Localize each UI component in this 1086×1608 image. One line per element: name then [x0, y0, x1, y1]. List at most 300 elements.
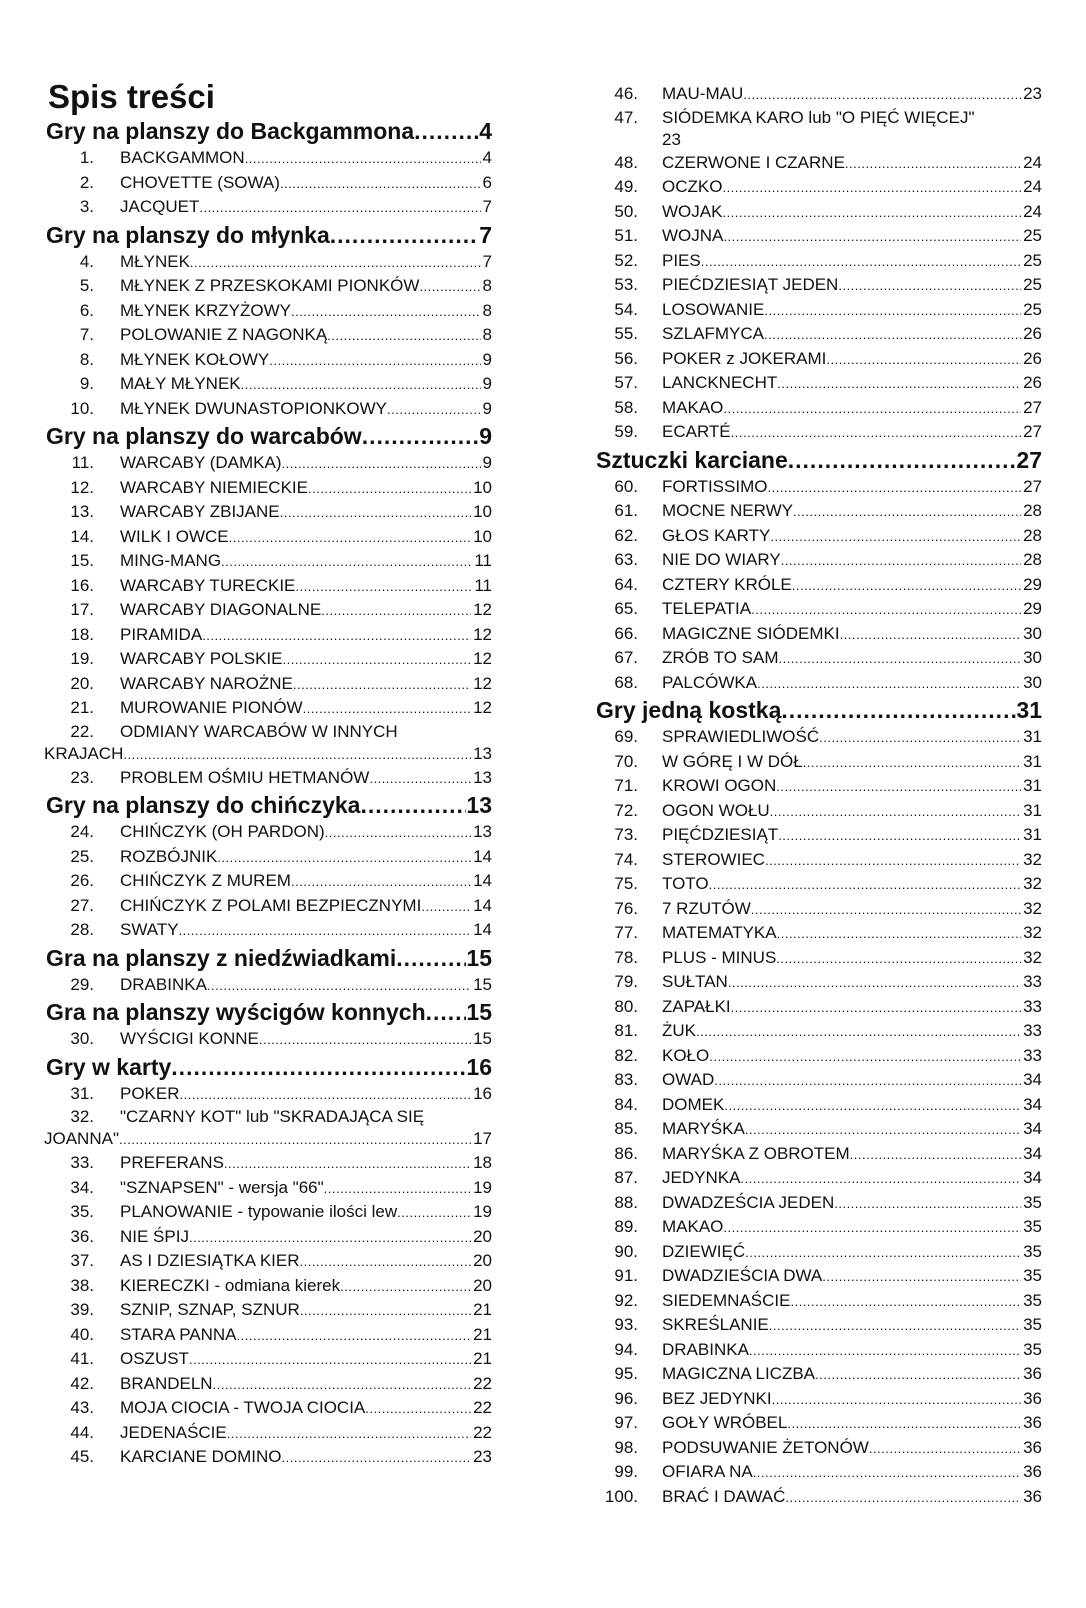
entry-title: OWAD [662, 1070, 715, 1089]
dot-leader [202, 624, 471, 649]
entry-number: 33. [70, 1153, 94, 1172]
dot-leader [701, 250, 1021, 275]
entry-page-number: 29 [1023, 599, 1042, 618]
entry-number: 34. [70, 1177, 94, 1197]
entry-page-number: 11 [474, 551, 492, 570]
toc-entry [596, 82, 1042, 107]
entry-title: BEZ JEDYNKI [662, 1388, 772, 1408]
entry-title: MAGICZNE SIÓDEMKI [662, 623, 840, 643]
entry-title: KROWI OGON [662, 776, 777, 795]
section-page-number: 7 [479, 221, 492, 248]
entry-title: JACQUET [120, 197, 200, 216]
toc-entry [596, 622, 1042, 647]
entry-number: 35. [70, 1202, 94, 1221]
entry-title: CZTERY KRÓLE [662, 574, 792, 594]
entry-page-number: 21 [473, 1324, 492, 1344]
entry-number: 46. [614, 84, 638, 103]
toc-section-heading [46, 997, 492, 1027]
entry-page-number: 32 [1023, 923, 1042, 942]
dot-leader [779, 647, 1022, 672]
entry-number: 17. [70, 600, 94, 619]
dot-leader [792, 574, 1021, 599]
entry-page-number: 9 [482, 374, 492, 393]
section-page-number: 31 [1016, 697, 1042, 723]
entry-title: "SZNAPSEN" - wersja "66" [120, 1177, 324, 1197]
dot-leader [369, 767, 471, 792]
dot-leader [793, 500, 1021, 525]
entry-page-number: 31 [1023, 825, 1042, 844]
toc-entry [596, 475, 1042, 500]
toc-entry [44, 274, 492, 299]
entry-title: BACKGAMMON [120, 148, 245, 167]
entry-page-number: 27 [1023, 422, 1042, 441]
dot-leader [722, 201, 1021, 226]
dot-leader [269, 349, 480, 374]
section-title: Gry na planszy do chińczyka [46, 792, 361, 818]
entry-page-number: 36 [1023, 1413, 1042, 1432]
dot-leader [785, 1486, 1021, 1511]
entry-page-number: 33 [1023, 972, 1042, 991]
entry-number: 51. [614, 226, 638, 245]
entry-title: OFIARA NA [662, 1462, 753, 1481]
entry-page-number: 34 [1023, 1070, 1042, 1089]
entry-number: 82. [614, 1045, 638, 1065]
entry-number: 25. [70, 846, 94, 866]
entry-number: 36. [70, 1226, 94, 1246]
dot-leader [291, 870, 471, 895]
entry-number: 38. [70, 1275, 94, 1295]
toc-entry [44, 721, 492, 766]
entry-page-number: 36 [1023, 1437, 1042, 1457]
dot-leader [207, 974, 471, 999]
entry-page-number: 35 [1023, 1241, 1042, 1261]
entry-page-number: 34 [1023, 1094, 1042, 1114]
entry-page-number: 36 [1023, 1462, 1042, 1481]
dot-leader [324, 1177, 471, 1202]
toc-entry [44, 973, 492, 998]
dot-leader [325, 821, 471, 846]
dot-leader [822, 1265, 1021, 1290]
entry-title: MOCNE NERWY [662, 501, 793, 520]
entry-page-number: 25 [1023, 250, 1042, 270]
entry-title: MŁYNEK DWUNASTOPIONKOWY [120, 398, 387, 418]
entry-page-number: 28 [1023, 501, 1042, 520]
dot-leader [781, 695, 1016, 725]
dot-leader [199, 196, 480, 221]
entry-page-number: 4 [482, 148, 492, 167]
entry-title: PREFERANS [120, 1153, 224, 1172]
toc-entry [44, 647, 492, 672]
dot-leader [819, 726, 1021, 751]
entry-number: 77. [614, 923, 638, 942]
dot-leader [327, 324, 480, 349]
entry-page-number: 23 [1023, 84, 1042, 103]
entry-title: MARYŚKA [662, 1119, 745, 1138]
toc-entry [44, 672, 492, 697]
toc-entry [44, 372, 492, 397]
entry-number: 89. [614, 1217, 638, 1236]
entry-page-number: 35 [1023, 1217, 1042, 1236]
entry-number: 79. [614, 972, 638, 991]
section-page-number: 13 [466, 792, 492, 818]
dot-leader [790, 1290, 1021, 1315]
entry-title: SPRAWIEDLIWOŚĆ [662, 727, 820, 746]
entry-page-number: 9 [482, 349, 492, 369]
dot-leader [787, 1412, 1021, 1437]
toc-section-heading [46, 421, 492, 451]
entry-number: 21. [70, 698, 94, 717]
toc-entry [44, 1274, 492, 1299]
entry-title: CZERWONE I CZARNE [662, 152, 845, 172]
dot-leader [171, 1052, 466, 1082]
entry-number: 48. [614, 152, 638, 172]
entry-number: 66. [614, 623, 638, 643]
entry-page-number: 27 [1023, 476, 1042, 496]
entry-title: WOJAK [662, 201, 723, 221]
toc-entry [596, 322, 1042, 347]
dot-leader [123, 744, 471, 766]
section-title: Gry na planszy do młynka [46, 221, 330, 248]
entry-title: KOŁO [662, 1045, 710, 1065]
dot-leader [753, 1461, 1021, 1486]
toc-entry [596, 897, 1042, 922]
toc-entry [596, 224, 1042, 249]
entry-title: WARCABY NAROŻNE [120, 673, 293, 693]
dot-leader [840, 623, 1022, 648]
toc-section-heading [46, 220, 492, 250]
entry-title-continued: 23 [662, 129, 681, 149]
entry-page-number: 30 [1023, 623, 1042, 643]
dot-leader [709, 873, 1021, 898]
entry-title: GŁOS KARTY [662, 525, 771, 545]
toc-entry [44, 623, 492, 648]
entry-title: SWATY [120, 920, 179, 939]
dot-leader [850, 1143, 1021, 1168]
entry-number: 92. [614, 1290, 638, 1310]
entry-number: 9. [79, 374, 94, 393]
entry-number: 98. [614, 1437, 638, 1457]
entry-number: 84. [614, 1094, 638, 1114]
entry-title: MING-MANG [120, 551, 222, 570]
toc-entry [44, 1176, 492, 1201]
dot-leader [308, 477, 471, 502]
dot-leader [826, 348, 1021, 373]
entry-page-number: 20 [473, 1275, 492, 1295]
entry-title: MOJA CIOCIA - TWOJA CIOCIA [120, 1398, 366, 1417]
toc-entry [596, 273, 1042, 298]
dot-leader [777, 922, 1021, 947]
dot-leader [213, 1373, 471, 1398]
entry-title: PIES [662, 250, 701, 270]
entry-page-number: 35 [1023, 1192, 1042, 1212]
entry-title: AS I DZIESIĄTKA KIER [120, 1251, 300, 1270]
entry-title: WOJNA [662, 226, 724, 245]
toc-entry [596, 946, 1042, 971]
entry-page-number: 35 [1023, 1266, 1042, 1285]
entry-page-number: 30 [1023, 648, 1042, 667]
toc-section-heading [46, 1052, 492, 1082]
entry-title: PLUS - MINUS [662, 947, 777, 967]
dot-leader [300, 1250, 472, 1275]
entry-title: CHIŃCZYK Z POLAMI BEZPIECZNYMI [120, 895, 422, 915]
toc-entry [44, 195, 492, 220]
toc-entry [596, 1436, 1042, 1461]
entry-number: 22. [70, 721, 94, 741]
entry-number: 14. [70, 526, 94, 546]
entry-number: 78. [614, 947, 638, 967]
section-title: Gry na planszy do Backgammona [46, 118, 415, 144]
toc-section-heading [596, 695, 1042, 725]
entry-title: DOMEK [662, 1094, 725, 1114]
dot-leader [745, 1118, 1021, 1143]
dot-leader [743, 83, 1021, 108]
entry-number: 61. [614, 501, 638, 520]
dot-leader [224, 1152, 471, 1177]
entry-title: DRABINKA [120, 974, 207, 994]
entry-number: 57. [614, 373, 638, 392]
toc-entry [596, 1387, 1042, 1412]
entry-number: 12. [70, 477, 94, 497]
entry-title: W GÓRĘ I W DÓŁ [662, 751, 803, 771]
dot-leader [731, 421, 1021, 446]
entry-page-number: 14 [473, 846, 492, 866]
section-title: Gry na planszy do warcabów [46, 423, 362, 449]
dot-leader [189, 1348, 471, 1373]
dot-leader [280, 501, 471, 526]
toc-entry [596, 1093, 1042, 1118]
dot-leader [696, 1020, 1021, 1045]
entry-page-number: 36 [1023, 1486, 1042, 1506]
toc-entry [596, 1044, 1042, 1069]
entry-title: SKREŚLANIE [662, 1315, 769, 1334]
toc-entry [44, 598, 492, 623]
entry-page-number: 20 [473, 1251, 492, 1270]
toc-entry [44, 1249, 492, 1274]
dot-leader [360, 790, 466, 820]
entry-number: 71. [614, 776, 638, 795]
entry-page-number: 25 [1023, 226, 1042, 245]
entry-page-number: 12 [473, 698, 492, 717]
entry-number: 55. [614, 324, 638, 343]
entry-page-number: 12 [473, 673, 492, 693]
entry-page-number: 9 [482, 398, 492, 418]
toc-entry [44, 299, 492, 324]
dot-leader [723, 397, 1021, 422]
toc-left-column [44, 0, 492, 1470]
entry-title: OGON WOŁU [662, 800, 770, 820]
entry-number: 52. [614, 250, 638, 270]
section-page-number: 27 [1016, 446, 1042, 473]
entry-number: 27. [70, 895, 94, 915]
entry-page-number: 33 [1023, 1021, 1042, 1040]
toc-entry [596, 597, 1042, 622]
dot-leader [714, 1069, 1021, 1094]
entry-title: CHIŃCZYK Z MUREM [120, 871, 291, 890]
toc-entry [596, 646, 1042, 671]
entry-line-1 [596, 107, 1042, 129]
toc-entry [596, 1215, 1042, 1240]
entry-number: 62. [614, 525, 638, 545]
entry-page-number: 24 [1023, 177, 1042, 196]
entry-page-number: 24 [1023, 201, 1042, 221]
toc-entry [44, 1372, 492, 1397]
entry-number: 63. [614, 550, 638, 569]
dot-leader [769, 1314, 1021, 1339]
dot-leader [179, 919, 472, 944]
toc-entry [596, 548, 1042, 573]
entry-title: WARCABY (DAMKA) [120, 453, 282, 472]
dot-leader [237, 1324, 472, 1349]
entry-number: 47. [614, 107, 638, 127]
toc-entry [44, 894, 492, 919]
entry-number: 86. [614, 1143, 638, 1163]
entry-title: OSZUST [120, 1349, 189, 1368]
entry-title: MAKAO [662, 397, 724, 417]
entry-page-number: 36 [1023, 1364, 1042, 1383]
entry-number: 60. [614, 476, 638, 496]
entry-title: ZRÓB TO SAM [662, 648, 779, 667]
entry-page-number: 12 [473, 624, 492, 644]
entry-title: PLANOWANIE - typowanie ilości lew [120, 1202, 398, 1221]
entry-number: 100. [604, 1486, 638, 1506]
entry-title: DWADZIEŚCIA DWA [662, 1266, 823, 1285]
entry-number: 24. [70, 822, 94, 841]
entry-title: BRANDELN [120, 1373, 213, 1393]
entry-page-number: 13 [473, 822, 492, 841]
section-page-number: 4 [479, 118, 492, 144]
entry-page-number: 8 [482, 325, 492, 344]
entry-title: POLOWANIE Z NAGONKĄ [120, 325, 328, 344]
toc-entry [596, 1264, 1042, 1289]
dot-leader [803, 751, 1021, 776]
entry-number: 39. [70, 1300, 94, 1319]
entry-title: CHIŃCZYK (OH PARDON) [120, 822, 325, 841]
section-page-number: 15 [466, 999, 492, 1025]
toc-entry [596, 970, 1042, 995]
toc-entry [44, 397, 492, 422]
entry-page-number: 22 [473, 1398, 492, 1417]
entry-page-number: 15 [473, 974, 492, 994]
entry-number: 65. [614, 599, 638, 618]
dot-leader [728, 971, 1021, 996]
dot-leader [777, 372, 1021, 397]
dot-leader [221, 550, 472, 575]
entry-title: LOSOWANIE [662, 299, 765, 319]
entry-number: 15. [70, 551, 94, 570]
toc-entry [596, 671, 1042, 696]
dot-leader [757, 672, 1021, 697]
entry-page-number: 28 [1023, 525, 1042, 545]
entry-title: MAKAO [662, 1217, 724, 1236]
dot-leader [421, 895, 471, 920]
entry-title: MARYŚKA Z OBROTEM [662, 1143, 850, 1163]
entry-title: KARCIANE DOMINO [120, 1447, 282, 1466]
entry-title: SZNIP, SZNAP, SZNUR [120, 1300, 300, 1319]
page-title: Spis treści [48, 78, 215, 115]
entry-page-number: 10 [473, 477, 492, 497]
dot-leader [397, 1201, 471, 1226]
entry-page-number: 21 [473, 1349, 492, 1368]
entry-page-number: 14 [473, 871, 492, 890]
entry-number: 54. [614, 299, 638, 319]
entry-number: 5. [79, 276, 94, 295]
entry-title: KIERECZKI - odmiana kierek [120, 1275, 341, 1295]
section-page-number: 15 [466, 944, 492, 971]
entry-page-number: 12 [473, 649, 492, 668]
toc-section-heading [596, 445, 1042, 475]
dot-leader [282, 1446, 472, 1471]
toc-entry [44, 323, 492, 348]
entry-title: PODSUWANIE ŻETONÓW [662, 1437, 869, 1457]
entry-page-number: 13 [473, 743, 492, 763]
dot-leader [751, 898, 1021, 923]
entry-page-number: 19 [473, 1202, 492, 1221]
entry-page-number: 26 [1023, 324, 1042, 343]
dot-leader [776, 947, 1021, 972]
section-title: Gra na planszy wyścigów konnych [46, 999, 426, 1025]
entry-title: GOŁY WRÓBEL [662, 1413, 788, 1432]
entry-page-number: 25 [1023, 299, 1042, 319]
dot-leader [767, 476, 1021, 501]
entry-number: 37. [70, 1251, 94, 1270]
entry-page-number: 10 [473, 526, 492, 546]
entry-number: 74. [614, 849, 638, 869]
dot-leader [740, 1167, 1021, 1192]
entry-title: WILK I OWCE [120, 526, 229, 546]
dot-leader [788, 445, 1017, 475]
toc-entry [596, 921, 1042, 946]
entry-page-number: 8 [482, 300, 492, 320]
entry-number: 23. [70, 767, 94, 787]
entry-title: DWADZEŚCIA JEDEN [662, 1192, 835, 1212]
entry-number: 3. [79, 197, 94, 216]
entry-number: 80. [614, 996, 638, 1016]
entry-page-number: 11 [474, 575, 492, 595]
dot-leader [245, 147, 481, 172]
entry-page-number: 9 [482, 453, 492, 472]
entry-page-number: 28 [1023, 550, 1042, 569]
toc-entry [596, 151, 1042, 176]
toc-entry [596, 848, 1042, 873]
dot-leader [709, 1045, 1021, 1070]
toc-entry [596, 774, 1042, 799]
entry-title: WARCABY ZBIJANE [120, 502, 280, 521]
dot-leader [217, 846, 471, 871]
entry-page-number: 34 [1023, 1119, 1042, 1138]
toc-entry [44, 1445, 492, 1470]
entry-page-number: 7 [482, 197, 492, 216]
toc-entry [596, 799, 1042, 824]
toc-entry [596, 1068, 1042, 1093]
entry-number: 94. [614, 1339, 638, 1359]
toc-entry [44, 1106, 492, 1151]
entry-page-number: 17 [473, 1129, 492, 1148]
entry-number: 41. [70, 1349, 94, 1368]
entry-title-continued: KRAJACH [44, 743, 124, 763]
entry-title: MAU-MAU [662, 84, 744, 103]
entry-page-number: 35 [1023, 1315, 1042, 1334]
dot-leader [241, 373, 481, 398]
toc-entry [596, 1460, 1042, 1485]
dot-leader [724, 1094, 1021, 1119]
dot-leader [834, 1192, 1021, 1217]
entry-number: 6. [79, 300, 94, 320]
toc-entry [596, 175, 1042, 200]
toc-entry [596, 1338, 1042, 1363]
toc-entry [44, 1082, 492, 1107]
dot-leader [282, 452, 481, 477]
entry-page-number: 21 [473, 1300, 492, 1319]
